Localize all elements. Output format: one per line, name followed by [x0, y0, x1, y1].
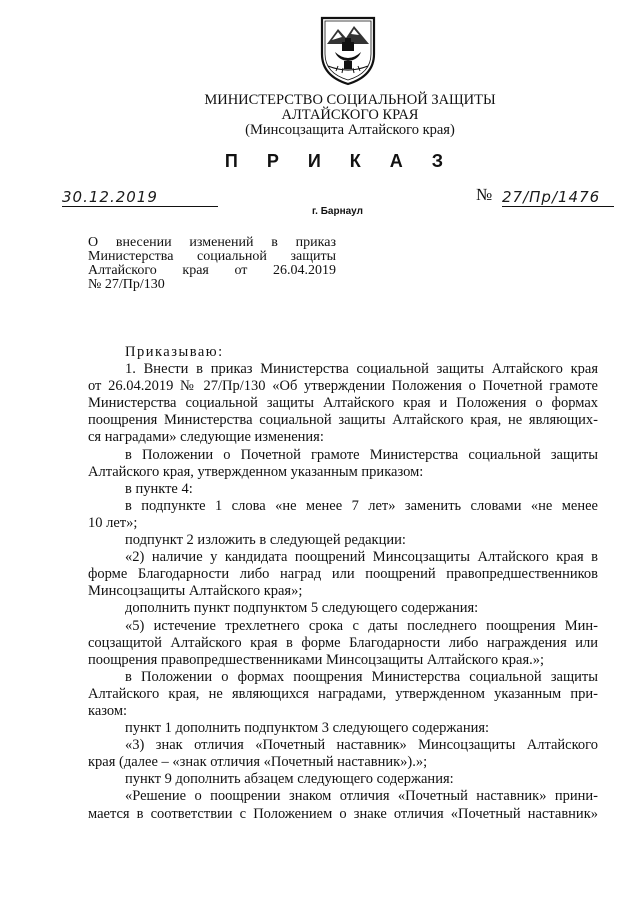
body-line: ся наградами» следующие изменения: — [88, 429, 324, 446]
body-line: в пункте 4: — [125, 480, 193, 497]
body-line: поощрения правопредшественниками Минсоцзащиты Алтайского края.»; — [88, 651, 545, 668]
body-line: «5) истечение трехлетнего срока с даты последнего поощрения Мин- — [125, 617, 598, 634]
body-line: пункт 9 дополнить абзацем следующего содержания: — [125, 771, 454, 788]
body-line: поощрения Министерства социальной защиты Алтайского края, не являющих- — [88, 412, 598, 429]
body-line: «Решение о поощрении знаком отличия «Почетный наставник» прини- — [125, 788, 598, 805]
ministry-name-line1: МИНИСТЕРСТВО СОЦИАЛЬНОЙ ЗАЩИТЫ — [204, 92, 496, 108]
subject-line: Алтайского края от 26.04.2019 — [88, 263, 336, 278]
body-line: Алтайского края, не являющихся наградами, утвержденном указанным при- — [88, 685, 598, 702]
body-line: от 26.04.2019 № 27/Пр/130 «Об утверждении Положения о Почетной грамоте — [88, 378, 598, 395]
body-line: в Положении о Почетной грамоте Министерства социальной защиты — [125, 446, 598, 463]
coat-of-arms-emblem — [318, 14, 378, 88]
city-label: г. Барнаул — [312, 206, 363, 217]
body-line: дополнить пункт подпунктом 5 следующего содержания: — [125, 600, 479, 617]
body-line: форме Благодарности либо наград или поощрений правопредшественников — [88, 566, 598, 583]
body-line: в подпункте 1 слова «не менее 7 лет» заменить словами «не менее — [125, 497, 598, 514]
subject-line: № 27/Пр/130 — [88, 277, 165, 292]
body-line: казом: — [88, 702, 128, 719]
body-line: пункт 1 дополнить подпунктом 3 следующего содержания: — [125, 720, 490, 737]
body-line: Алтайского края, утвержденном указанным приказом: — [88, 463, 424, 480]
body-line: «3) знак отличия «Почетный наставник» Минсоцзащиты Алтайского — [125, 737, 598, 754]
body-line: мается в соответствии с Положением о знаке отличия «Почетный наставник» — [88, 805, 598, 822]
ministry-short-name: (Минсоцзащита Алтайского края) — [245, 122, 455, 138]
body-line: подпункт 2 изложить в следующей редакции: — [125, 532, 406, 549]
body-line: «2) наличие у кандидата поощрений Минсоцзащиты Алтайского края в — [125, 549, 598, 566]
ministry-name-line2: АЛТАЙСКОГО КРАЯ — [281, 107, 419, 123]
subject-line: О внесении изменений в приказ — [88, 235, 336, 250]
body-line: Минсоцзащиты Алтайского края»; — [88, 583, 303, 600]
subject-line: Министерства социальной защиты — [88, 249, 336, 264]
body-line: края (далее – «знак отличия «Почетный наставник»).»; — [88, 754, 428, 771]
body-line: 1. Внести в приказ Министерства социальной защиты Алтайского края — [125, 361, 598, 378]
order-subject — [88, 236, 336, 292]
order-number: 27/Пр/1476 — [502, 188, 614, 207]
number-sign: № — [476, 185, 493, 204]
body-line: в Положении о формах поощрения Министерства социальной защиты — [125, 668, 598, 685]
body-line: Министерства социальной защиты Алтайского края и Положения о формах — [88, 395, 598, 412]
order-body — [88, 344, 598, 823]
body-line: соцзащитой Алтайского края в форме Благодарности либо награждения или — [88, 634, 598, 651]
order-date: 30.12.2019 — [62, 188, 218, 207]
body-line: Приказываю: — [125, 344, 224, 360]
order-title: П Р И К А З — [224, 151, 456, 171]
body-line: 10 лет»; — [88, 514, 138, 531]
